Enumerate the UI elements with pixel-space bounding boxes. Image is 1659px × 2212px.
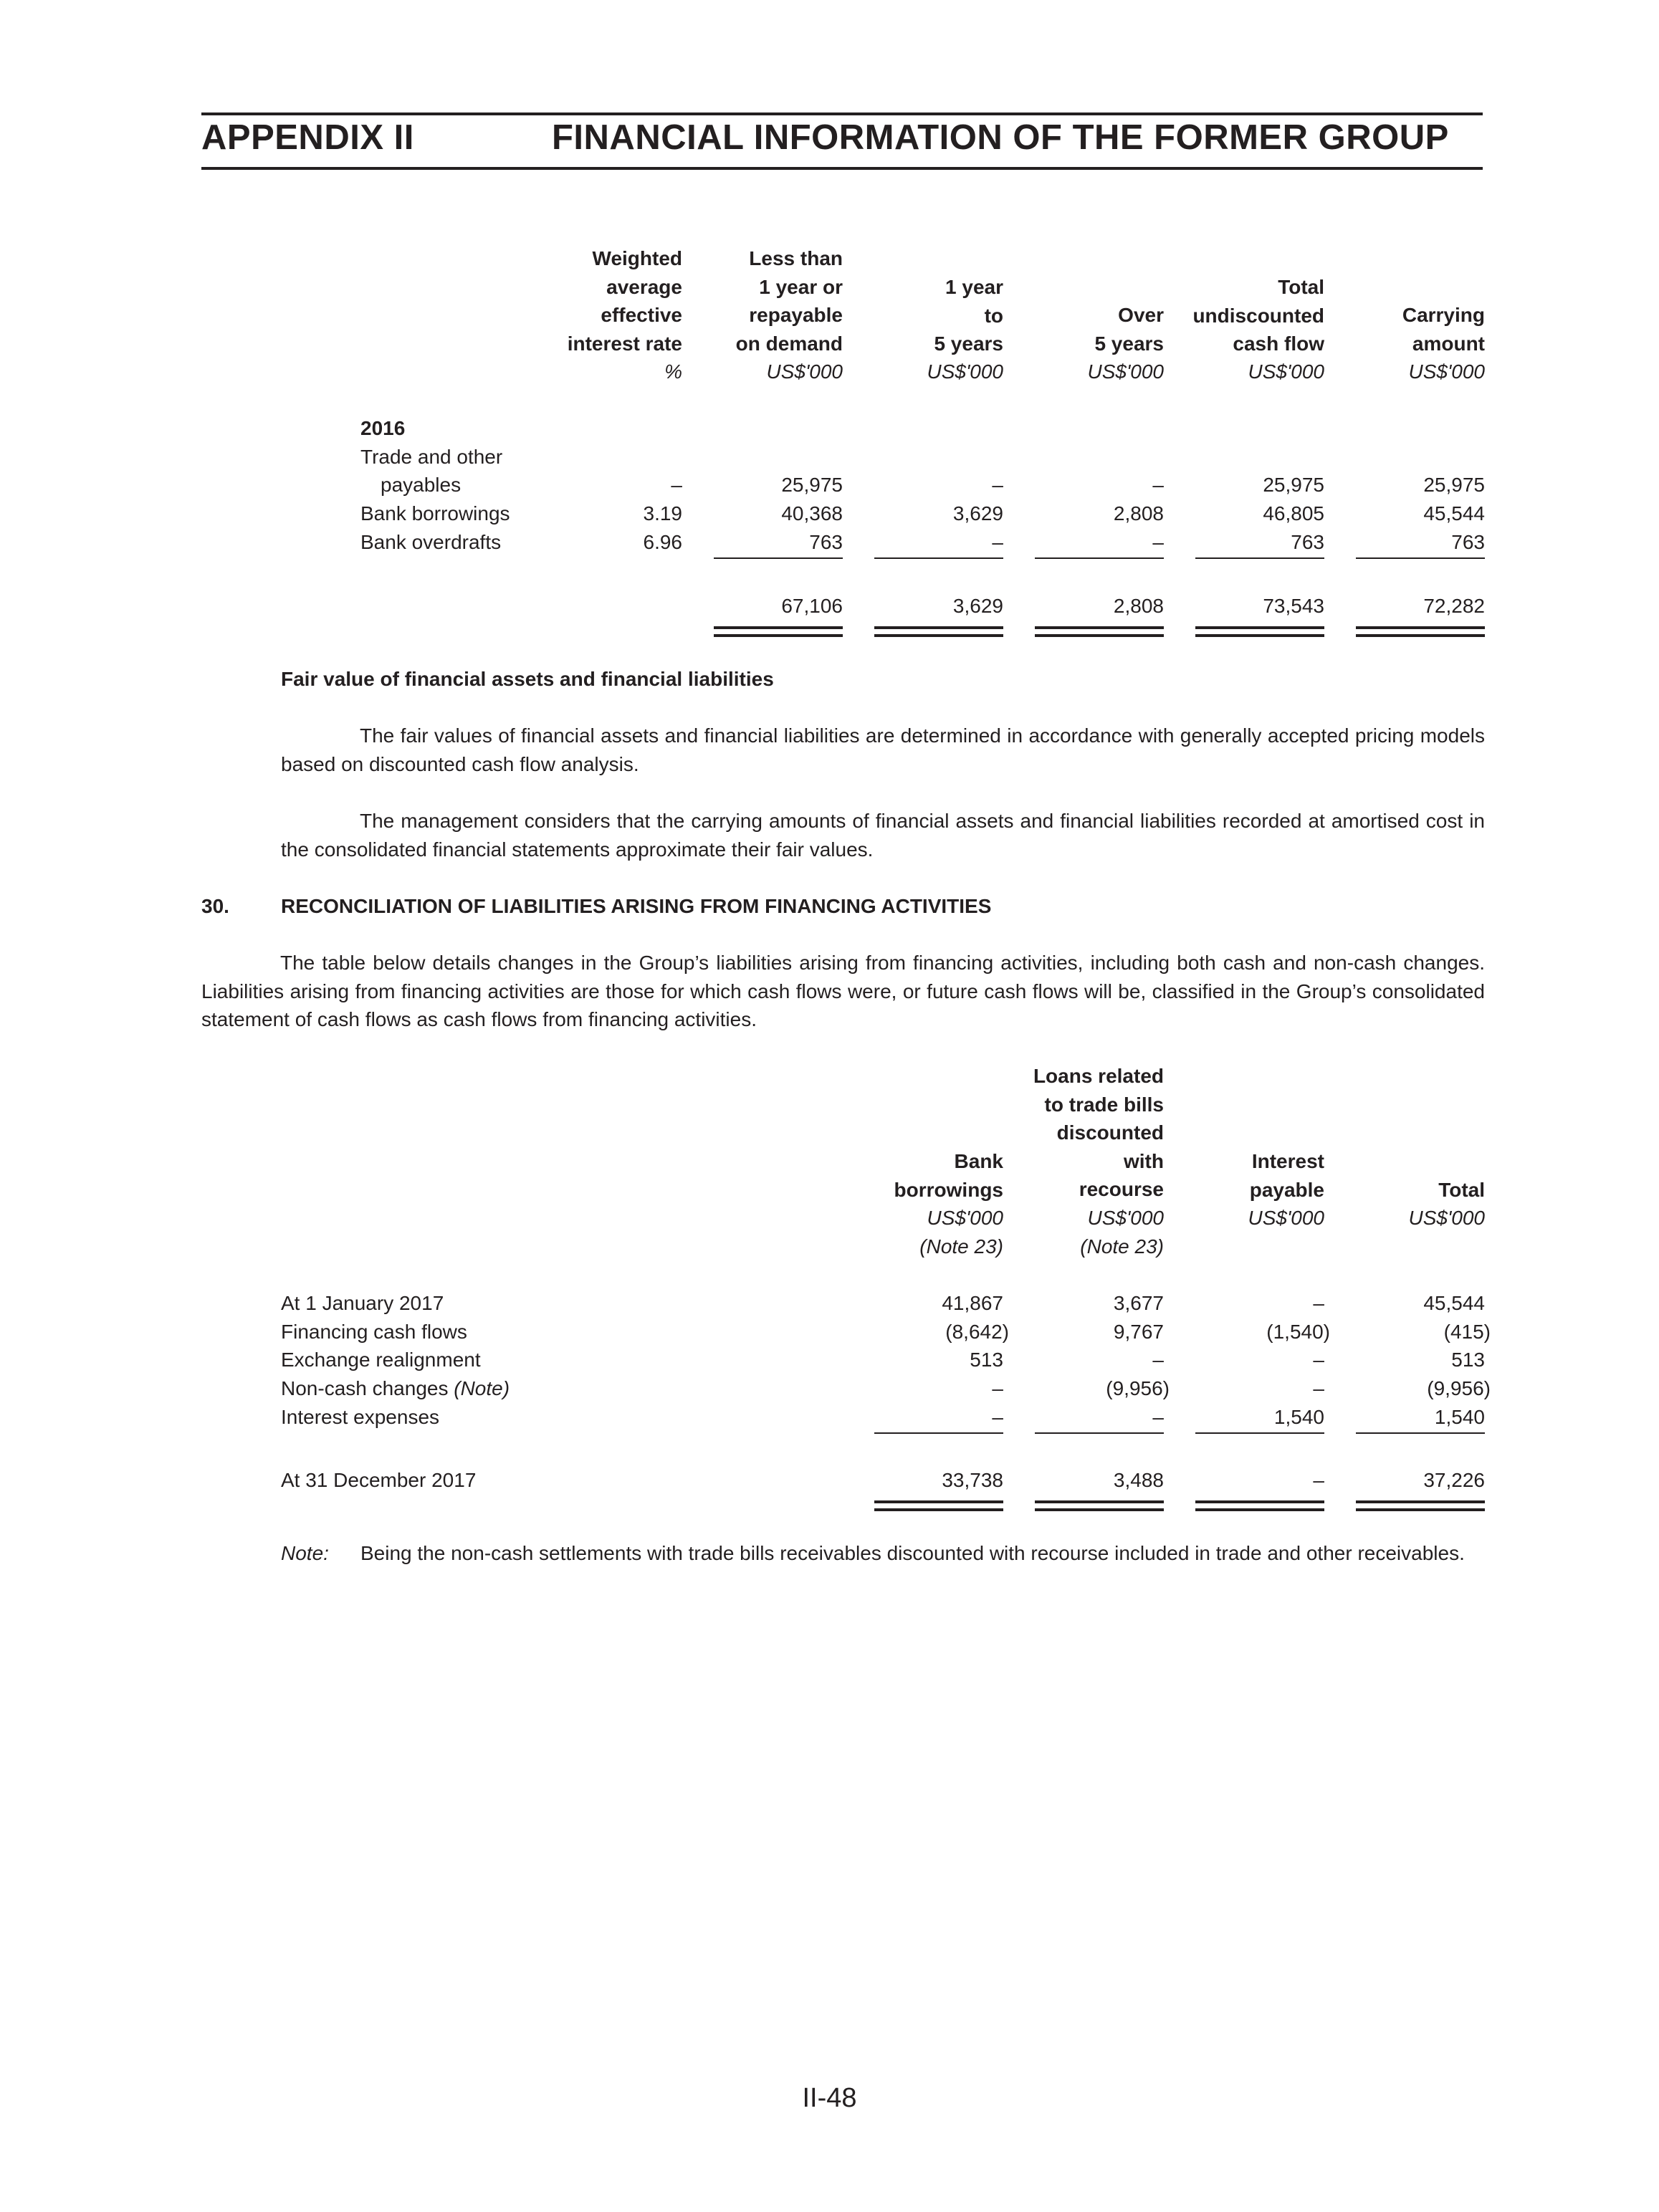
t1-cell: 25,975	[781, 474, 843, 496]
t1-cell: 2,808	[1113, 502, 1164, 525]
t1-col-over-5-years: Over 5 years	[1094, 304, 1164, 355]
t2-unit: US$'000	[1087, 1207, 1164, 1229]
t1-cell: 25,975	[1423, 474, 1485, 496]
t2-note-ref: (Note 23)	[1080, 1235, 1164, 1258]
t1-cell: –	[992, 531, 1003, 553]
fair-value-paragraph-2: The management considers that the carrying amounts of financial assets and financial liabilities recorded at amortised cost in the consolidated financial statements approximate their fair values.	[281, 810, 1485, 861]
section-title: RECONCILIATION OF LIABILITIES ARISING FROM FINANCING ACTIVITIES	[281, 895, 992, 917]
t2-cell: 9,767	[1113, 1321, 1164, 1343]
t2-unit: US$'000	[927, 1207, 1003, 1229]
t1-total: 67,106	[781, 595, 843, 617]
t1-cell: –	[671, 474, 682, 496]
t2-cell: 3,677	[1113, 1292, 1164, 1314]
page-number: II-48	[802, 2083, 857, 2113]
t2-cell: (1,540)	[1266, 1321, 1330, 1343]
t2-subtotal-rule	[874, 1432, 1003, 1434]
t1-cell: 46,805	[1263, 502, 1324, 525]
header-rule-bottom	[201, 167, 1483, 170]
t2-cell: 513	[970, 1349, 1003, 1371]
t2-row-label: At 1 January 2017	[281, 1292, 444, 1314]
t1-col-less-than-1-year: Less than 1 year or repayable on demand	[735, 247, 843, 355]
t2-total-double-rule	[1356, 1500, 1485, 1511]
t2-closing-cell: 37,226	[1423, 1469, 1485, 1491]
t2-cell: 1,540	[1273, 1406, 1324, 1428]
t2-cell: (8,642)	[945, 1321, 1009, 1343]
t1-cell: 3.19	[643, 502, 682, 525]
t1-unit: US$'000	[1408, 360, 1485, 383]
t2-closing-label: At 31 December 2017	[281, 1469, 477, 1491]
t1-year-label: 2016	[360, 417, 406, 439]
t2-cell: (9,956)	[1427, 1377, 1491, 1399]
t1-cell: –	[1152, 531, 1164, 553]
t1-subtotal-rule	[1195, 557, 1324, 559]
t2-cell: 45,544	[1423, 1292, 1485, 1314]
t2-cell: –	[992, 1406, 1003, 1428]
t1-cell: 763	[809, 531, 843, 553]
t2-cell: 1,540	[1434, 1406, 1485, 1428]
t2-cell: 41,867	[942, 1292, 1003, 1314]
t1-cell: –	[1152, 474, 1164, 496]
t2-subtotal-rule	[1356, 1432, 1485, 1434]
t1-col-carrying-amount: Carrying amount	[1402, 304, 1485, 355]
fair-value-heading: Fair value of financial assets and financial liabilities	[281, 668, 774, 690]
t2-cell: (415)	[1443, 1321, 1491, 1343]
t2-cell: –	[1313, 1349, 1324, 1371]
fair-value-paragraph-1: The fair values of financial assets and financial liabilities are determined in accordance with generally accepted pricing models based on discounted cash flow analysis.	[281, 724, 1485, 775]
t2-subtotal-rule	[1195, 1432, 1324, 1434]
t2-total-double-rule	[1195, 1500, 1324, 1511]
t1-total: 73,543	[1263, 595, 1324, 617]
t2-total-double-rule	[1035, 1500, 1164, 1511]
t1-unit: US$'000	[766, 360, 843, 383]
t2-cell: –	[1313, 1377, 1324, 1399]
t1-total: 3,629	[952, 595, 1003, 617]
t1-subtotal-rule	[1356, 557, 1485, 559]
t2-unit: US$'000	[1408, 1207, 1485, 1229]
t2-total-double-rule	[874, 1500, 1003, 1511]
t1-cell: 25,975	[1263, 474, 1324, 496]
section30-paragraph: The table below details changes in the Group’s liabilities arising from financing activities, including both cash and non-cash changes. Liabilities arising from financing activities are those for which cash flows were, or future cash flows will be, classified in the Group’s consolidated statement of cash flows as cash flows from financing activities.	[201, 952, 1485, 1030]
t1-cell: 6.96	[643, 531, 682, 553]
t2-cell: –	[992, 1377, 1003, 1399]
t1-total-double-rule	[1035, 626, 1164, 637]
t2-closing-cell: 3,488	[1113, 1469, 1164, 1491]
t1-total: 72,282	[1423, 595, 1485, 617]
t2-note-ref: (Note 23)	[919, 1235, 1003, 1258]
t1-unit: %	[664, 360, 682, 383]
t1-row-label: Bank overdrafts	[360, 531, 502, 553]
t1-cell: 45,544	[1423, 502, 1485, 525]
t2-closing-cell: –	[1313, 1469, 1324, 1491]
t2-col-interest-payable: Interest payable	[1249, 1150, 1324, 1201]
t2-cell: –	[1313, 1292, 1324, 1314]
t1-total-double-rule	[1195, 626, 1324, 637]
t2-row-label: Non-cash changes	[281, 1377, 449, 1399]
t2-row-label: Financing cash flows	[281, 1321, 467, 1343]
t1-total-double-rule	[874, 626, 1003, 637]
t1-subtotal-rule	[1035, 557, 1164, 559]
t1-col-1-to-5-years: 1 year to 5 years	[934, 276, 1003, 355]
note-label: Note:	[281, 1542, 329, 1564]
t2-unit: US$'000	[1248, 1207, 1324, 1229]
note-text: Being the non-cash settlements with trade bills receivables discounted with recourse included in trade and other receivables.	[360, 1542, 1465, 1564]
t2-cell: –	[1152, 1349, 1164, 1371]
t2-col-loans-trade-bills: Loans related to trade bills discounted with recourse	[1033, 1065, 1164, 1200]
t1-unit: US$'000	[1248, 360, 1324, 383]
t1-cell: 763	[1451, 531, 1485, 553]
t1-subtotal-rule	[714, 557, 843, 559]
t2-row-label: Exchange realignment	[281, 1349, 481, 1371]
t1-subtotal-rule	[874, 557, 1003, 559]
t1-cell: 40,368	[781, 502, 843, 525]
t2-closing-cell: 33,738	[942, 1469, 1003, 1491]
t1-col-interest-rate: Weighted average effective interest rate	[567, 247, 682, 355]
t2-cell: –	[1152, 1406, 1164, 1428]
t1-cell: 763	[1291, 531, 1324, 553]
t1-row-label: Bank borrowings	[360, 502, 510, 525]
t1-cell: 3,629	[952, 502, 1003, 525]
t2-cell: (9,956)	[1106, 1377, 1170, 1399]
t1-col-total-undiscounted: Total undiscounted cash flow	[1192, 276, 1324, 355]
section-number: 30.	[201, 895, 229, 917]
t1-cell: –	[992, 474, 1003, 496]
t1-row-label: payables	[381, 474, 462, 496]
t2-subtotal-rule	[1035, 1432, 1164, 1434]
t2-row-label-noncash	[281, 1374, 510, 1403]
t2-col-total: Total	[1438, 1179, 1485, 1201]
t1-row-label: Trade and other	[360, 446, 503, 468]
t1-total-double-rule	[1356, 626, 1485, 637]
appendix-label: APPENDIX II	[201, 118, 414, 157]
header-rule-top	[201, 112, 1483, 115]
t1-unit: US$'000	[927, 360, 1003, 383]
t2-col-bank-borrowings: Bank borrowings	[894, 1150, 1003, 1201]
t1-total: 2,808	[1113, 595, 1164, 617]
t2-cell: 513	[1451, 1349, 1485, 1371]
t2-row-note-ref: (Note)	[454, 1377, 510, 1399]
t2-row-label: Interest expenses	[281, 1406, 440, 1428]
header-title: FINANCIAL INFORMATION OF THE FORMER GROUP	[552, 118, 1449, 157]
t1-unit: US$'000	[1087, 360, 1164, 383]
t1-total-double-rule	[714, 626, 843, 637]
